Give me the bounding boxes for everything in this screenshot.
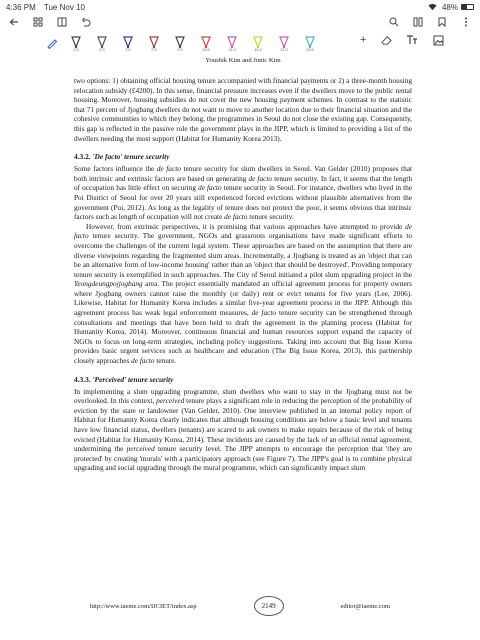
page-footer <box>90 596 390 616</box>
pen-tool-9[interactable] <box>274 35 294 52</box>
paragraph-3: However, from extrinsic perspectives, it is promising that various approaches have attempted to provide de facto tenure security. The government, NGOs and grassroots organisations have made significant efforts to overcome the challenges of the current legal system. These approaches are based on the assumption that there are diverse viewpoints regarding the fragmented slum areas. Incrementally, a Jjogbang is treated as an 'object that can be an alternative form of low-income housing' rather than an 'object that should be destroyed'. Providing temporary tenure security is exemplified in such approaches. The City of Seoul initiated a pilot slum upgrading project in the Yeongdeungpojjogbang area. The project essentially mandated an official agreement process for property owners where Jjogbang owners cannot raise the monthly (or daily) rent or evict tenants for five years (Lee, 2006). Likewise, Habitat for Humanity Korea includes a similar five-year agreement process in the JIPP. Although this agreement process has weak legal enforcement measures, de facto tenure security can be strengthened through consultations and meetings that have been held to draft the agreement in the planning process (Habitat for Humanity Korea, 2014). Moreover, continuous financial and human resources support expand the capacity of NGOs to focus on long-term strategies, including policy suggestions. Taking into account that Big Issue Korea provides basic urgent services such as healthcare and education (The Big Issue Korea, 2013), this partnership closely approaches de facto tenure. <box>74 221 412 366</box>
pen-tool-5[interactable] <box>170 35 190 52</box>
pen-size-label: 11.0 <box>254 46 262 52</box>
document-page <box>74 57 412 473</box>
pen-size-label: 11.0 <box>228 46 236 52</box>
battery-level: 48% <box>441 2 458 12</box>
wifi-icon <box>427 1 439 13</box>
pen-size-label: 10.0 <box>202 46 210 52</box>
heading-number: 4.3.3. <box>74 374 91 384</box>
paragraph-2: Some factors influence the de facto tenure security for slum dwellers in Seoul. Van Gelder (2010) proposes that both intrinsic and extrinsic factors are based on generating de facto tenure security. In fact, it seems that the length of occupation has little effect on securing de facto tenure security in Seoul. For instance, dwellers who lived in the Poi District of Seoul for over 20 years still experienced forced evictions without plausible alternatives from the government (Poi, 2012). As long as the legality of tenure does not protect the poor, it seems obvious that intrinsic factors such as length of occupation will not create de facto tenure security. <box>74 164 413 222</box>
pen-size-label: 2.0 <box>177 46 183 52</box>
page-number: 2149 <box>254 596 284 616</box>
status-date: Tue Nov 10 <box>43 2 85 12</box>
pen-tool-1[interactable] <box>66 35 86 52</box>
layout-icon[interactable] <box>56 16 68 28</box>
heading-text: 'De facto' tenure security <box>92 152 170 162</box>
grid-view-icon[interactable] <box>32 16 44 28</box>
pen-tool-8[interactable] <box>248 35 268 52</box>
pen-tool-3[interactable] <box>118 35 138 52</box>
pen-tool-10[interactable] <box>300 35 320 52</box>
more-vertical-icon[interactable] <box>460 16 472 28</box>
pages-icon[interactable] <box>412 16 424 28</box>
tool-extras <box>360 34 444 46</box>
paragraph-4: In implementing a slum upgrading programme, slum dwellers who want to stay in the Jjogbang must not be overlooked. In this context, perceived tenure plays a significant role in reducing the perception of the probability of eviction by the state or landowner (Van Gelder, 2010). One interview published in an internal policy report of Habitat for Humanity Korea clearly indicates that although housing conditions are below a basic level and tenants have low financial status, dwellers (tenants) are scared to ask owners to make repairs because of the risk of being evicted (Habitat for Humanity Korea, 2014). These incidents are caused by the lack of an official rental agreement, undermining the perceived tenure security level. The JIPP attempts to encourage the perception that 'they are protected' by creating 'murals' with a participatory approach (see Figure 7). The JIPP's goal is to combine physical upgrading and social upgrading through the mural programme, which can significantly impact slum <box>74 386 412 473</box>
pen-tool-4[interactable] <box>144 35 164 52</box>
paragraph-1: two options: 1) obtaining official housing tenure accompanied with financial payments or 2) a three-month housing relocation subsidy (£4200). In this sense, financial pressure increases even if the dwellers move to the public rental housing. Moreover, housing subsidies do not cover the new housing payment schemes. In contrast to the statistic that 71 percent of Jjogbang dwellers do not want to move to another location due to their financial situation and the cohesive communities to which they belong, the programmes in Seoul do not close the existing gap. Consequently, this gap is reflected in the passive role the government plays in the JIPP, which is limited to providing a list of the dwellers needing the most support (Habitat for Humanity Korea 2013). <box>74 76 412 143</box>
app-bar <box>0 14 480 30</box>
pen-size-label: 2.0 <box>151 46 157 52</box>
section-heading-4-3-2 <box>74 152 412 161</box>
bookmark-icon[interactable] <box>436 16 448 28</box>
section-heading-4-3-3 <box>74 375 412 384</box>
pen-size-label: 2.0 <box>125 46 131 52</box>
pen-size-label: 10.0 <box>306 46 314 52</box>
battery-icon <box>461 4 474 10</box>
undo-icon[interactable] <box>80 16 92 28</box>
text-tool-icon[interactable] <box>406 34 418 46</box>
image-tool-icon[interactable] <box>432 34 444 46</box>
lasso-pen-icon[interactable] <box>44 37 60 49</box>
heading-text: 'Perceived' tenure security <box>92 374 174 384</box>
eraser-icon[interactable] <box>380 34 392 46</box>
status-bar <box>0 0 480 14</box>
search-icon[interactable] <box>388 16 400 28</box>
back-arrow-icon[interactable] <box>8 16 20 28</box>
footer-url: http://www.iaeme.com/IJCIET/index.asp <box>90 602 197 610</box>
add-pen-button[interactable]: + <box>360 34 367 46</box>
status-time: 4:36 PM <box>6 2 36 12</box>
pen-toolbar <box>44 32 354 54</box>
heading-number: 4.3.2. <box>74 152 91 162</box>
pen-tool-7[interactable] <box>222 35 242 52</box>
running-header: Youshik Kim and Junic Kim <box>205 57 281 64</box>
pen-size-label: 1.0 <box>73 46 79 52</box>
pen-tool-6[interactable] <box>196 35 216 52</box>
footer-email: editor@iaeme.com <box>340 602 390 610</box>
pen-size-label: 2.0 <box>99 46 105 52</box>
pen-size-label: 11.0 <box>280 46 288 52</box>
pen-tool-2[interactable] <box>92 35 112 52</box>
